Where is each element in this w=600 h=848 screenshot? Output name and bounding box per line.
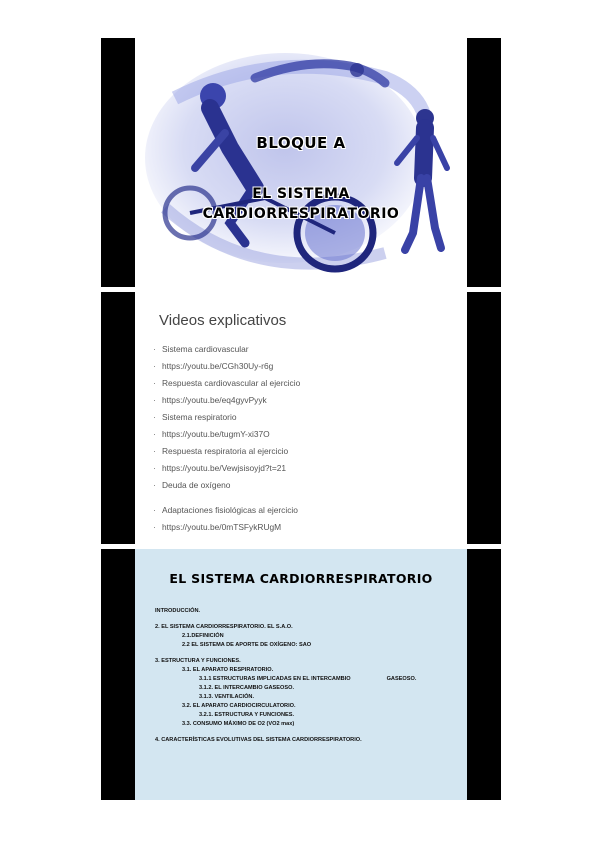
toc-item: 3.3. CONSUMO MÁXIMO DE O2 (VO2 max): [182, 721, 295, 727]
toc-item: 3. ESTRUCTURA Y FUNCIONES.: [155, 658, 241, 664]
toc-item: 3.1.2. EL INTERCAMBIO GASEOSO.: [199, 685, 295, 691]
slide-border-left: [101, 549, 135, 800]
list-item[interactable]: · https://youtu.be/Vewjsisoyjd?t=21: [153, 463, 287, 473]
list-item: · Respuesta respiratoria al ejercicio: [153, 446, 289, 456]
toc-item-text: 3.1.1 ESTRUCTURAS IMPLICADAS EN EL INTERCAMBIO: [199, 676, 351, 682]
list-item-label: Respuesta cardiovascular al ejercicio: [162, 378, 301, 388]
list-item-label: Deuda de oxígeno: [162, 480, 231, 490]
toc-item: 3.1.3. VENTILACIÓN.: [199, 694, 255, 700]
toc-item: INTRODUCCIÓN.: [155, 608, 201, 614]
video-list: [153, 341, 461, 536]
video-link[interactable]: https://youtu.be/eq4gyvPyyk: [162, 395, 267, 405]
toc-item: 2.2 EL SISTEMA DE APORTE DE OXÍGENO: SAO: [182, 642, 312, 648]
slide-border-right: [467, 292, 501, 544]
list-item: · Adaptaciones fisiológicas al ejercicio: [153, 505, 298, 515]
list-item: · Deuda de oxígeno: [153, 480, 231, 490]
video-link[interactable]: https://youtu.be/CGh30Uy-r6g: [162, 361, 274, 371]
slide-border-left: [101, 38, 135, 287]
toc-item: 4. CARACTERÍSTICAS EVOLUTIVAS DEL SISTEMA CARDIORRESPIRATORIO.: [155, 737, 362, 743]
list-item-label: Sistema respiratorio: [162, 412, 237, 422]
list-item: · Sistema cardiovascular: [153, 344, 249, 354]
slide-title: EL SISTEMA CARDIORRESPIRATORIO: [169, 571, 433, 586]
toc-item: 3.2.1. ESTRUCTURA Y FUNCIONES.: [199, 712, 295, 718]
slide-border-right: [467, 549, 501, 800]
list-item-label: Sistema cardiovascular: [162, 344, 249, 354]
slide-index: [101, 549, 501, 800]
triathlon-illustration: [135, 38, 467, 287]
slide-videos: [101, 292, 501, 544]
slide-title-line-1: EL SISTEMA: [252, 186, 350, 202]
slide-heading: BLOQUE A: [256, 134, 346, 152]
list-item[interactable]: · https://youtu.be/tugmY-xi37O: [153, 429, 270, 439]
slide-cover: [101, 38, 501, 287]
video-link[interactable]: https://youtu.be/0mTSFykRUgM: [162, 522, 282, 532]
list-item-label: Adaptaciones fisiológicas al ejercicio: [162, 505, 298, 515]
toc-item: 3.1. EL APARATO RESPIRATORIO.: [182, 667, 274, 673]
toc-item: [155, 675, 461, 684]
list-item: · Respuesta cardiovascular al ejercicio: [153, 378, 301, 388]
slide-title: Videos explicativos: [159, 312, 287, 329]
list-item[interactable]: · https://youtu.be/0mTSFykRUgM: [153, 522, 282, 532]
toc-item: 3.2. EL APARATO CARDIOCIRCULATORIO.: [182, 703, 296, 709]
list-item-label: Respuesta respiratoria al ejercicio: [162, 446, 289, 456]
slide-border-right: [467, 38, 501, 287]
slide-border-left: [101, 292, 135, 544]
toc-item: 2. EL SISTEMA CARDIORRESPIRATORIO. EL S.A.O.: [155, 624, 293, 630]
slide-title-line-2: CARDIORRESPIRATORIO: [202, 206, 400, 222]
list-item[interactable]: · https://youtu.be/eq4gyvPyyk: [153, 395, 267, 405]
video-link[interactable]: https://youtu.be/tugmY-xi37O: [162, 429, 270, 439]
list-item: · Sistema respiratorio: [153, 412, 237, 422]
toc-item: 2.1.DEFINICIÓN: [182, 633, 224, 639]
list-item[interactable]: · https://youtu.be/CGh30Uy-r6g: [153, 361, 274, 371]
video-link[interactable]: https://youtu.be/Vewjsisoyjd?t=21: [162, 463, 287, 473]
toc-item-continuation: GASEOSO.: [386, 676, 417, 682]
table-of-contents: [155, 607, 461, 745]
